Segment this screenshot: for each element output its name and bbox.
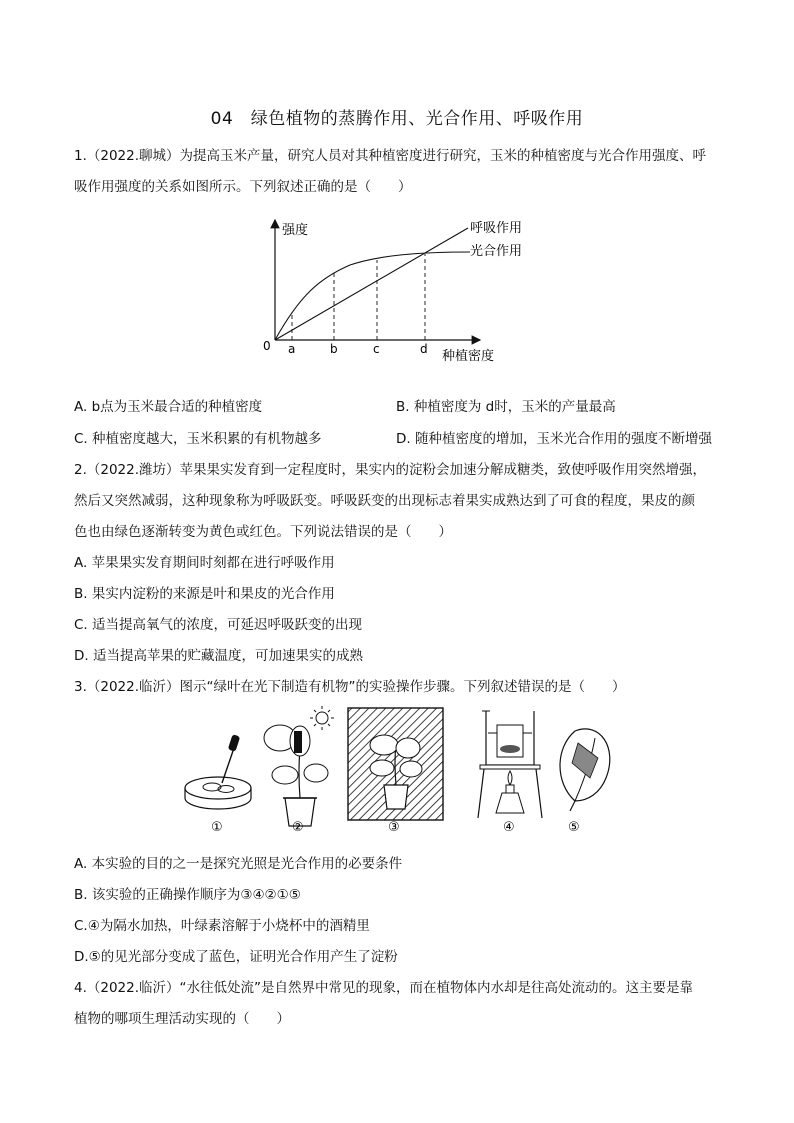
step-label-1: ①: [211, 820, 223, 835]
q1-option-c[interactable]: C. 种植密度越大，玉米积累的有机物越多: [74, 431, 322, 447]
step-label-5: ⑤: [568, 820, 580, 835]
step2-covered-plant-icon: [264, 706, 334, 826]
q1-chart: [0, 210, 794, 370]
step5-leaf-icon: [560, 729, 610, 811]
q3-option-a[interactable]: A. 本实验的目的之一是探究光照是光合作用的必要条件: [74, 856, 403, 872]
series-photosynthesis-curve: [275, 252, 470, 340]
series-respiration-line: [275, 228, 468, 340]
q2-option-c[interactable]: C. 适当提高氧气的浓度，可延迟呼吸跃变的出现: [74, 617, 363, 633]
step4-water-bath-icon: [478, 711, 542, 818]
q3-option-d[interactable]: D.⑤的见光部分变成了蓝色，证明光合作用产生了淀粉: [74, 949, 398, 965]
legend-photosynthesis: 光合作用: [470, 244, 523, 259]
q1-stem-line2: 吸作用强度的关系如图所示。下列叙述正确的是（ ）: [74, 179, 412, 195]
step1-petri-dish-icon: [185, 734, 251, 809]
q2-stem-line1: 2.（2022.潍坊）苹果果实发育到一定程度时，果实内的淀粉会加速分解成糖类，致使呼吸作用突然增强，: [74, 462, 707, 478]
q2-stem-line2: 然后又突然减弱，这种现象称为呼吸跃变。呼吸跃变的出现标志着果实成熟达到了可食的程度，果皮的颜: [74, 493, 695, 509]
q4-stem-line1: 4.（2022.临沂）“水往低处流”是自然界中常见的现象，而在植物体内水却是往高处流动的。这主要是靠: [74, 980, 694, 996]
q1-option-b[interactable]: B. 种植密度为 d时，玉米的产量最高: [396, 399, 616, 415]
tick-b: b: [330, 342, 338, 356]
tick-a: a: [288, 342, 296, 356]
q2-option-a[interactable]: A. 苹果果实发育期间时刻都在进行呼吸作用: [74, 555, 335, 571]
q2-option-b[interactable]: B. 果实内淀粉的来源是叶和果皮的光合作用: [74, 586, 335, 602]
origin-label: 0: [263, 339, 271, 353]
q4-stem-line2: 植物的哪项生理活动实现的（ ）: [74, 1011, 290, 1027]
q2-option-d[interactable]: D. 适当提高苹果的贮藏温度，可加速果实的成熟: [74, 648, 363, 664]
legend-respiration: 呼吸作用: [470, 221, 523, 236]
q3-stem-line1: 3.（2022.临沂）图示“绿叶在光下制造有机物”的实验操作步骤。下列叙述错误的是（ ）: [74, 679, 626, 695]
q3-option-c[interactable]: C.④为隔水加热，叶绿素溶解于小烧杯中的酒精里: [74, 918, 370, 934]
q3-experiment-figure: [0, 703, 794, 838]
y-axis-label: 强度: [282, 223, 309, 238]
tick-d: d: [420, 342, 428, 356]
q1-stem-line1: 1.（2022.聊城）为提高玉米产量，研究人员对其种植密度进行研究，玉米的种植密度与光合作用强度、呼: [74, 148, 707, 164]
tick-c: c: [373, 342, 380, 356]
step-label-4: ④: [503, 820, 515, 835]
x-axis-label: 种植密度: [442, 349, 495, 364]
q1-option-d[interactable]: D. 随种植密度的增加，玉米光合作用的强度不断增强: [396, 431, 712, 447]
step-label-2: ②: [292, 820, 304, 835]
q1-option-a[interactable]: A. b点为玉米最合适的种植密度: [74, 399, 263, 415]
step-label-3: ③: [388, 820, 400, 835]
step3-dark-box-icon: [348, 708, 443, 820]
q3-option-b[interactable]: B. 该实验的正确操作顺序为③④②①⑤: [74, 887, 301, 903]
q2-stem-line3: 色也由绿色逐渐转变为黄色或红色。下列说法错误的是（ ）: [74, 524, 452, 540]
page-title: 04 绿色植物的蒸腾作用、光合作用、呼吸作用: [210, 109, 584, 129]
